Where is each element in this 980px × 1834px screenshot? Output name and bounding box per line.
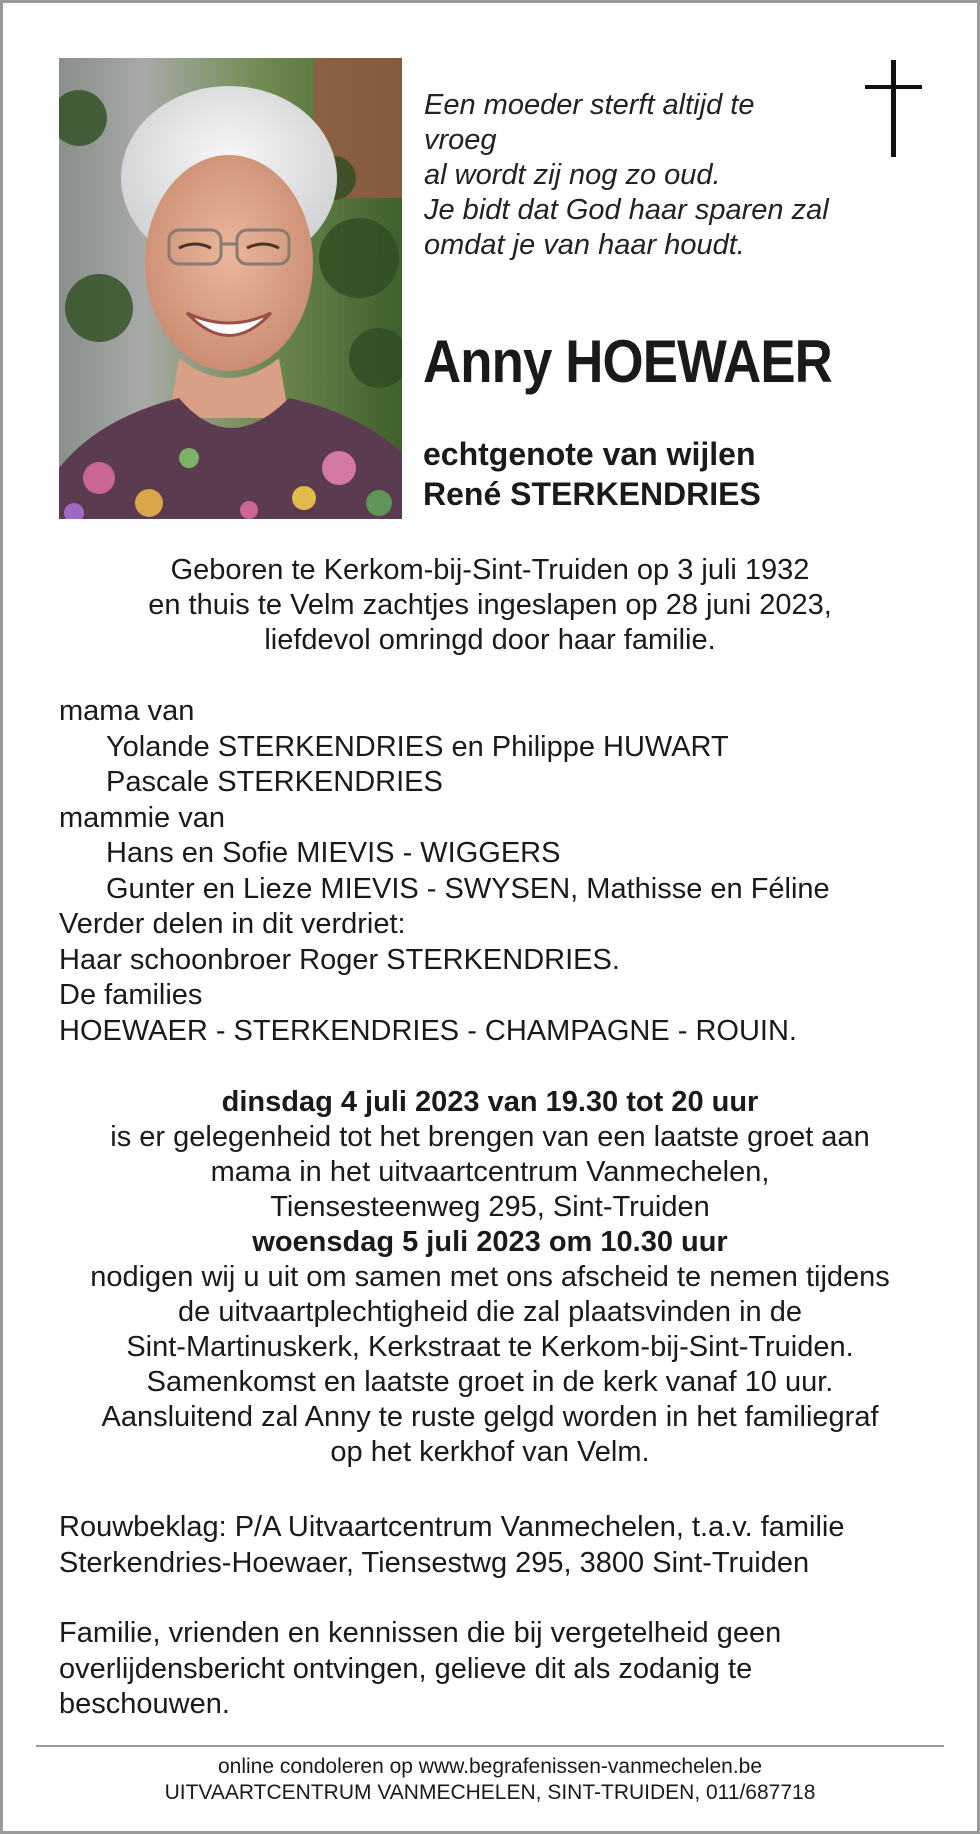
- condolence-address: [59, 1510, 845, 1581]
- poem-line: Je bidt dat God haar sparen zal: [424, 194, 829, 226]
- notice-line: Familie, vrienden en kennissen die bij vergetelheid geen: [59, 1617, 782, 1649]
- poem: [424, 88, 894, 263]
- notice-line: overlijdensbericht ontvingen, gelieve dit als zodanig te: [59, 1652, 753, 1685]
- funeral-date: woensdag 5 juli 2023 om 10.30 uur: [252, 1226, 728, 1258]
- funeral-line: op het kerkhof van Velm.: [330, 1436, 650, 1468]
- footer-website[interactable]: online condoleren op www.begrafenissen-vanmechelen.be: [217, 1755, 763, 1778]
- footer-contact: UITVAARTCENTRUM VANMECHELEN, SINT-TRUIDEN, 011/687718: [164, 1781, 816, 1804]
- portrait-illustration: [59, 58, 402, 519]
- family-line: De families: [59, 979, 203, 1011]
- deceased-name: Anny HOEWAER: [423, 328, 832, 395]
- family-list: [59, 694, 830, 1049]
- spouse-line-2: René STERKENDRIES: [423, 476, 761, 512]
- grandchild-entry: Hans en Sofie MIEVIS - WIGGERS: [106, 837, 561, 869]
- visit-line: Tiensesteenweg 295, Sint-Truiden: [270, 1191, 710, 1223]
- poem-line: al wordt zij nog zo oud.: [424, 159, 721, 191]
- birth-death-text: [20, 553, 960, 658]
- family-line: Verder delen in dit verdriet:: [59, 908, 406, 940]
- ceremony-details: [20, 1085, 960, 1470]
- visit-date: dinsdag 4 juli 2023 van 19.30 tot 20 uur: [221, 1086, 759, 1118]
- address-line: Rouwbeklag: P/A Uitvaartcentrum Vanmechelen, t.a.v. familie: [59, 1511, 845, 1543]
- birth-line: en thuis te Velm zachtjes ingeslapen op 28 juni 2023,: [148, 589, 832, 621]
- funeral-line: nodigen wij u uit om samen met ons afscheid te nemen tijdens: [90, 1261, 890, 1293]
- visit-line: mama in het uitvaartcentrum Vanmechelen,: [210, 1156, 770, 1188]
- mama-label: mama van: [59, 695, 195, 727]
- child-entry: Yolande STERKENDRIES en Philippe HUWART: [106, 730, 729, 763]
- family-line: Haar schoonbroer Roger STERKENDRIES.: [59, 943, 620, 976]
- visit-line: is er gelegenheid tot het brengen van een laatste groet aan: [110, 1121, 870, 1153]
- mammie-label: mammie van: [59, 801, 225, 834]
- family-line: HOEWAER - STERKENDRIES - CHAMPAGNE - ROUIN.: [59, 1014, 797, 1047]
- poem-line: Een moeder sterft altijd te: [424, 89, 755, 121]
- child-entry: Pascale STERKENDRIES: [106, 766, 443, 798]
- spouse-line-1: echtgenote van wijlen: [423, 436, 756, 472]
- funeral-line: Aansluitend zal Anny te ruste gelgd worden in het familiegraf: [101, 1401, 879, 1433]
- funeral-line: Samenkomst en laatste groet in de kerk vanaf 10 uur.: [146, 1366, 834, 1398]
- footer: [20, 1754, 960, 1806]
- grandchild-entry: Gunter en Lieze MIEVIS - SWYSEN, Mathisse en Féline: [106, 872, 830, 905]
- poem-line: omdat je van haar houdt.: [424, 229, 745, 261]
- spouse-info: [423, 434, 761, 514]
- footer-divider: [36, 1745, 944, 1747]
- birth-line: Geboren te Kerkom-bij-Sint-Truiden op 3 juli 1932: [170, 554, 810, 586]
- funeral-line: Sint-Martinuskerk, Kerkstraat te Kerkom-bij-Sint-Truiden.: [126, 1331, 854, 1363]
- poem-line: vroeg: [424, 124, 497, 156]
- funeral-line: de uitvaartplechtigheid die zal plaatsvinden in de: [178, 1296, 802, 1328]
- address-line: Sterkendries-Hoewaer, Tiensestwg 295, 3800 Sint-Truiden: [59, 1546, 810, 1579]
- portrait-photo: [59, 58, 402, 519]
- notice-text: [59, 1616, 781, 1723]
- notice-line: beschouwen.: [59, 1688, 230, 1720]
- birth-line: liefdevol omringd door haar familie.: [264, 624, 716, 656]
